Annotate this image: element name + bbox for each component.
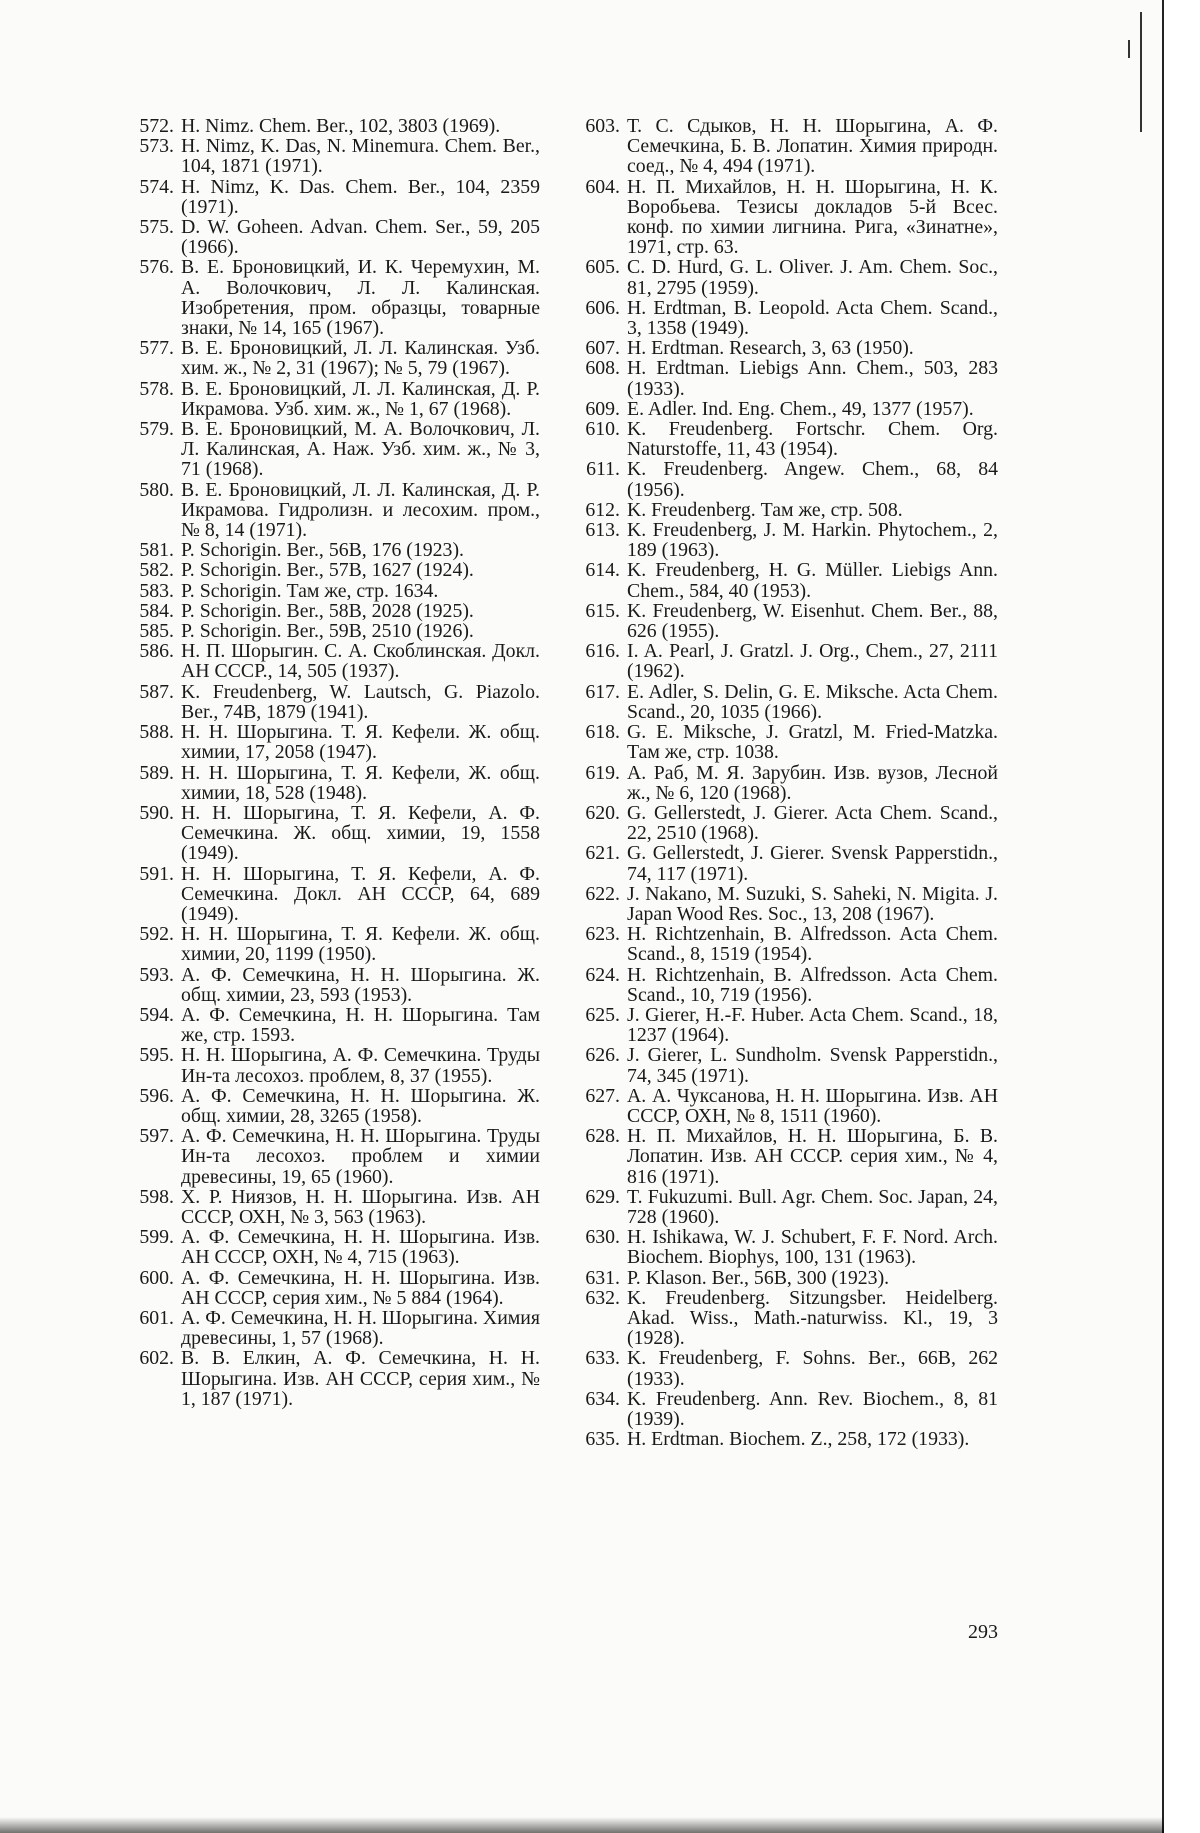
reference-entry bbox=[558, 763, 998, 803]
reference-entry bbox=[558, 843, 998, 883]
reference-text: K. Freudenberg. Там же, стр. 508. bbox=[627, 498, 903, 521]
reference-text: T. Fukuzumi. Bull. Agr. Chem. Soc. Japan, 24, 728 (1960). bbox=[627, 1185, 998, 1228]
reference-number: 629. bbox=[585, 1185, 620, 1208]
reference-number: 582. bbox=[139, 559, 174, 582]
reference-number: 607. bbox=[585, 337, 620, 360]
reference-number: 603. bbox=[585, 115, 620, 137]
reference-entry bbox=[112, 379, 540, 419]
reference-number: 585. bbox=[139, 620, 174, 643]
reference-number: 623. bbox=[585, 923, 620, 946]
reference-entry bbox=[112, 1187, 540, 1227]
reference-entry bbox=[112, 803, 540, 864]
reference-text: J. Gierer, L. Sundholm. Svensk Papperstidn., 74, 345 (1971). bbox=[627, 1044, 998, 1087]
reference-number: 631. bbox=[585, 1266, 620, 1289]
reference-number: 626. bbox=[585, 1044, 620, 1067]
reference-text: А. Ф. Семечкина, Н. Н. Шорыгина. Химия древесины, 1, 57 (1968). bbox=[181, 1306, 540, 1350]
reference-number: 588. bbox=[139, 721, 174, 744]
left-reference-column bbox=[112, 116, 540, 1409]
reference-entry bbox=[558, 560, 998, 600]
reference-number: 591. bbox=[139, 862, 174, 885]
reference-text: P. Schorigin. Ber., 58B, 2028 (1925). bbox=[181, 599, 474, 622]
reference-number: 604. bbox=[585, 175, 620, 198]
reference-entry bbox=[558, 1187, 998, 1227]
reference-entry bbox=[112, 1045, 540, 1085]
reference-number: 593. bbox=[139, 963, 174, 986]
reference-number: 597. bbox=[139, 1125, 174, 1148]
scan-mark bbox=[1140, 12, 1142, 132]
reference-entry bbox=[558, 419, 998, 459]
reference-text: K. Freudenberg. Sitzungsber. Heidelberg. Akad. Wiss., Math.-naturwiss. Kl., 19, 3 (1928). bbox=[627, 1286, 998, 1350]
reference-entry bbox=[112, 560, 540, 580]
reference-text: А. Ф. Семечкина, Н. Н. Шорыгина. Изв. АН СССР, ОХН, № 4, 715 (1963). bbox=[181, 1226, 540, 1269]
reference-entry bbox=[558, 722, 998, 762]
reference-number: 598. bbox=[139, 1185, 174, 1208]
reference-number: 633. bbox=[585, 1347, 620, 1370]
reference-text: Н. Н. Шорыгина. Т. Я. Кефели. Ж. общ. химии, 17, 2058 (1947). bbox=[181, 721, 540, 764]
reference-text: C. D. Hurd, G. L. Oliver. J. Am. Chem. Soc., 81, 2795 (1959). bbox=[627, 256, 998, 299]
reference-number: 601. bbox=[139, 1306, 174, 1329]
reference-number: 599. bbox=[139, 1226, 174, 1249]
reference-entry bbox=[558, 338, 998, 358]
reference-text: А. Ф. Семечкина, Н. Н. Шорыгина. Ж. общ. химии, 28, 3265 (1958). bbox=[181, 1084, 540, 1127]
reference-entry bbox=[558, 803, 998, 843]
reference-entry bbox=[112, 480, 540, 541]
reference-entry bbox=[112, 621, 540, 641]
reference-text: G. E. Miksche, J. Gratzl, M. Fried-Matzka. Там же, стр. 1038. bbox=[627, 721, 998, 764]
reference-number: 594. bbox=[139, 1003, 174, 1026]
reference-entry bbox=[558, 1005, 998, 1045]
reference-number: 622. bbox=[585, 882, 620, 905]
reference-entry bbox=[558, 965, 998, 1005]
reference-text: G. Gellerstedt, J. Gierer. Acta Chem. Scand., 22, 2510 (1968). bbox=[627, 801, 998, 845]
reference-number: 586. bbox=[139, 640, 174, 663]
reference-text: K. Freudenberg, J. M. Harkin. Phytochem., 2, 189 (1963). bbox=[627, 519, 998, 562]
reference-number: 609. bbox=[585, 397, 620, 420]
reference-number: 619. bbox=[585, 761, 620, 784]
reference-text: H. Erdtman. Liebigs Ann. Chem., 503, 283 (1933). bbox=[627, 357, 998, 400]
reference-number: 577. bbox=[139, 337, 174, 360]
reference-number: 635. bbox=[585, 1428, 620, 1451]
reference-number: 578. bbox=[139, 377, 174, 400]
reference-entry bbox=[558, 177, 998, 258]
reference-number: 617. bbox=[585, 680, 620, 703]
reference-entry bbox=[112, 136, 540, 176]
reference-entry bbox=[112, 217, 540, 257]
reference-text: А. А. Чуксанова, Н. Н. Шорыгина. Изв. АН СССР, ОХН, № 8, 1511 (1960). bbox=[627, 1084, 998, 1127]
reference-number: 634. bbox=[585, 1387, 620, 1410]
reference-entry bbox=[112, 763, 540, 803]
reference-text: Н. Н. Шорыгина, Т. Я. Кефели, А. Ф. Семечкина. Ж. общ. химии, 19, 1558 (1949). bbox=[181, 801, 540, 865]
reference-entry bbox=[112, 1227, 540, 1267]
reference-entry bbox=[558, 682, 998, 722]
reference-number: 610. bbox=[585, 418, 620, 441]
reference-entry bbox=[112, 338, 540, 378]
reference-text: H. Nimz, K. Das. Chem. Ber., 104, 2359 (1971). bbox=[181, 175, 540, 218]
reference-entry bbox=[558, 1288, 998, 1349]
reference-number: 595. bbox=[139, 1044, 174, 1067]
reference-entry bbox=[112, 1126, 540, 1187]
reference-number: 632. bbox=[585, 1286, 620, 1309]
reference-text: В. Е. Броновицкий, Л. Л. Калинская, Д. Р. Икрамова. Гидролизн. и лесохим. пром., № 8, 14 (1971). bbox=[181, 478, 540, 542]
reference-entry bbox=[558, 298, 998, 338]
scan-page-edge bbox=[1162, 0, 1200, 1833]
reference-text: D. W. Goheen. Advan. Chem. Ser., 59, 205 (1966). bbox=[181, 216, 540, 259]
reference-number: 587. bbox=[139, 680, 174, 703]
reference-entry bbox=[112, 419, 540, 480]
reference-text: А. Ф. Семечкина, Н. Н. Шорыгина. Там же, стр. 1593. bbox=[181, 1003, 540, 1047]
reference-number: 620. bbox=[585, 801, 620, 824]
reference-text: Т. С. Сдыков, Н. Н. Шорыгина, А. Ф. Семечкина, Б. В. Лопатин. Химия природн. соед., № 4, 494 (1971). bbox=[627, 115, 998, 178]
reference-number: 611. bbox=[586, 458, 620, 481]
reference-entry bbox=[558, 601, 998, 641]
reference-text: P. Schorigin. Там же, стр. 1634. bbox=[181, 579, 439, 602]
reference-entry bbox=[112, 1086, 540, 1126]
reference-text: Н. Н. Шорыгина, Т. Я. Кефели. Ж. общ. химии, 20, 1199 (1950). bbox=[181, 923, 540, 966]
reference-entry bbox=[558, 1429, 998, 1449]
reference-text: Н. П. Михайлов, Н. Н. Шорыгина, Н. К. Воробьева. Тезисы докладов 5-й Всес. конф. по химии лигнина. Рига, «Зинатне», 1971, стр. 63. bbox=[627, 175, 998, 259]
reference-entry bbox=[558, 1348, 998, 1388]
reference-text: K. Freudenberg. Fortschr. Chem. Org. Naturstoffe, 11, 43 (1954). bbox=[627, 418, 998, 461]
reference-text: Н. Н. Шорыгина, А. Ф. Семечкина. Труды Ин-та лесохоз. проблем, 8, 37 (1955). bbox=[181, 1044, 540, 1087]
reference-entry bbox=[558, 358, 998, 398]
reference-number: 616. bbox=[585, 640, 620, 663]
reference-text: H. Erdtman. Research, 3, 63 (1950). bbox=[627, 337, 914, 360]
reference-number: 615. bbox=[585, 599, 620, 622]
reference-text: А. Ф. Семечкина, Н. Н. Шорыгина. Труды Ин-та лесохоз. проблем и химии древесины, 19, 65 (1960). bbox=[181, 1125, 540, 1188]
reference-text: J. Nakano, M. Suzuki, S. Saheki, N. Migita. J. Japan Wood Res. Soc., 13, 208 (1967). bbox=[627, 882, 998, 925]
reference-text: В. Е. Броновицкий, М. А. Волочкович, Л. Л. Калинская, А. Наж. Узб. хим. ж., № 3, 71 (1968). bbox=[181, 418, 540, 481]
reference-number: 580. bbox=[139, 478, 174, 501]
reference-number: 614. bbox=[585, 559, 620, 582]
reference-number: 572. bbox=[139, 115, 174, 137]
reference-number: 612. bbox=[585, 498, 620, 521]
scan-mark bbox=[1128, 40, 1130, 58]
reference-entry bbox=[558, 1045, 998, 1085]
reference-entry bbox=[558, 1389, 998, 1429]
reference-text: E. Adler, S. Delin, G. E. Miksche. Acta Chem. Scand., 20, 1035 (1966). bbox=[627, 680, 998, 723]
reference-entry bbox=[112, 722, 540, 762]
reference-entry bbox=[558, 1086, 998, 1126]
reference-number: 583. bbox=[139, 579, 174, 602]
reference-number: 592. bbox=[139, 923, 174, 946]
reference-number: 618. bbox=[585, 721, 620, 744]
reference-text: P. Klason. Ber., 56B, 300 (1923). bbox=[627, 1266, 890, 1289]
reference-text: H. Richtzenhain, B. Alfredsson. Acta Chem. Scand., 8, 1519 (1954). bbox=[627, 923, 998, 966]
reference-entry bbox=[112, 1348, 540, 1409]
reference-text: P. Schorigin. Ber., 57B, 1627 (1924). bbox=[181, 559, 474, 582]
reference-entry bbox=[558, 116, 998, 177]
reference-text: Х. Р. Ниязов, Н. Н. Шорыгина. Изв. АН СССР, ОХН, № 3, 563 (1963). bbox=[181, 1185, 540, 1228]
reference-number: 627. bbox=[585, 1084, 620, 1107]
reference-number: 621. bbox=[585, 842, 620, 865]
reference-text: А. Ф. Семечкина, Н. Н. Шорыгина. Изв. АН СССР, серия хим., № 5 884 (1964). bbox=[181, 1266, 540, 1309]
reference-text: K. Freudenberg, H. G. Müller. Liebigs Ann. Chem., 584, 40 (1953). bbox=[627, 559, 998, 602]
reference-text: Н. П. Шорыгин. С. А. Скоблинская. Докл. АН СССР., 14, 505 (1937). bbox=[181, 640, 540, 683]
reference-text: H. Erdtman. Biochem. Z., 258, 172 (1933). bbox=[627, 1428, 970, 1451]
reference-number: 590. bbox=[139, 801, 174, 824]
reference-number: 602. bbox=[139, 1347, 174, 1370]
reference-number: 625. bbox=[585, 1003, 620, 1026]
reference-number: 606. bbox=[585, 296, 620, 319]
reference-entry bbox=[112, 116, 540, 136]
reference-number: 574. bbox=[139, 175, 174, 198]
reference-entry bbox=[112, 1308, 540, 1348]
reference-entry bbox=[558, 1268, 998, 1288]
reference-number: 608. bbox=[585, 357, 620, 380]
reference-number: 600. bbox=[139, 1266, 174, 1289]
reference-text: В. В. Елкин, А. Ф. Семечкина, Н. Н. Шорыгина. Изв. АН СССР, серия хим., № 1, 187 (1971). bbox=[181, 1347, 540, 1410]
reference-number: 596. bbox=[139, 1084, 174, 1107]
reference-entry bbox=[112, 1005, 540, 1045]
reference-text: А. Ф. Семечкина, Н. Н. Шорыгина. Ж. общ. химии, 23, 593 (1953). bbox=[181, 963, 540, 1006]
reference-text: Н. Н. Шорыгина, Т. Я. Кефели, А. Ф. Семечкина. Докл. АН СССР, 64, 689 (1949). bbox=[181, 862, 540, 925]
reference-entry bbox=[558, 641, 998, 681]
reference-text: В. Е. Броновицкий, Л. Л. Калинская. Узб. хим. ж., № 2, 31 (1967); № 5, 79 (1967). bbox=[181, 337, 540, 380]
scan-bottom-edge bbox=[0, 1817, 1164, 1833]
reference-text: H. Erdtman, B. Leopold. Acta Chem. Scand., 3, 1358 (1949). bbox=[627, 296, 998, 340]
page-number: 293 bbox=[968, 1621, 998, 1643]
reference-entry bbox=[558, 520, 998, 560]
reference-text: А. Раб, М. Я. Зарубин. Изв. вузов, Лесной ж., № 6, 120 (1968). bbox=[627, 761, 998, 804]
reference-text: J. Gierer, H.-F. Huber. Acta Chem. Scand., 18, 1237 (1964). bbox=[627, 1003, 998, 1047]
reference-text: H. Nimz. Chem. Ber., 102, 3803 (1969). bbox=[181, 115, 501, 137]
reference-entry bbox=[558, 1227, 998, 1267]
reference-entry bbox=[558, 884, 998, 924]
reference-entry bbox=[558, 1126, 998, 1187]
reference-text: В. Е. Броновицкий, И. К. Черемухин, М. А. Волочкович, Л. Л. Калинская. Изобретения, пром. образцы, товарные знаки, № 14, 165 (1967). bbox=[181, 256, 540, 340]
reference-text: Н. Н. Шорыгина, Т. Я. Кефели, Ж. общ. химии, 18, 528 (1948). bbox=[181, 761, 540, 804]
reference-entry bbox=[558, 399, 998, 419]
reference-entry bbox=[112, 540, 540, 560]
reference-text: H. Richtzenhain, B. Alfredsson. Acta Chem. Scand., 10, 719 (1956). bbox=[627, 963, 998, 1006]
reference-number: 624. bbox=[585, 963, 620, 986]
reference-number: 613. bbox=[585, 519, 620, 542]
reference-entry bbox=[112, 601, 540, 621]
reference-entry bbox=[112, 924, 540, 964]
reference-text: E. Adler. Ind. Eng. Chem., 49, 1377 (1957). bbox=[627, 397, 974, 420]
reference-entry bbox=[112, 1268, 540, 1308]
reference-number: 573. bbox=[139, 135, 174, 158]
reference-text: В. Е. Броновицкий, Л. Л. Калинская, Д. Р. Икрамова. Узб. хим. ж., № 1, 67 (1968). bbox=[181, 377, 540, 420]
reference-entry bbox=[112, 682, 540, 722]
reference-number: 605. bbox=[585, 256, 620, 279]
reference-entry bbox=[112, 581, 540, 601]
reference-number: 579. bbox=[139, 418, 174, 441]
reference-number: 589. bbox=[139, 761, 174, 784]
right-reference-column bbox=[558, 116, 998, 1449]
reference-entry bbox=[558, 257, 998, 297]
reference-text: K. Freudenberg, W. Lautsch, G. Piazolo. Ber., 74B, 1879 (1941). bbox=[181, 680, 540, 723]
reference-text: P. Schorigin. Ber., 59B, 2510 (1926). bbox=[181, 620, 474, 643]
reference-text: G. Gellerstedt, J. Gierer. Svensk Papperstidn., 74, 117 (1971). bbox=[627, 842, 998, 885]
reference-entry bbox=[112, 965, 540, 1005]
reference-number: 584. bbox=[139, 599, 174, 622]
reference-text: K. Freudenberg, F. Sohns. Ber., 66B, 262 (1933). bbox=[627, 1347, 998, 1390]
reference-text: Н. П. Михайлов, Н. Н. Шорыгина, Б. В. Лопатин. Изв. АН СССР. серия хим., № 4, 816 (1971). bbox=[627, 1125, 998, 1188]
reference-entry bbox=[112, 177, 540, 217]
reference-number: 630. bbox=[585, 1226, 620, 1249]
reference-text: K. Freudenberg. Ann. Rev. Biochem., 8, 81 (1939). bbox=[627, 1387, 998, 1430]
reference-text: K. Freudenberg. Angew. Chem., 68, 84 (1956). bbox=[627, 458, 998, 501]
reference-entry bbox=[112, 257, 540, 338]
reference-entry bbox=[112, 641, 540, 681]
reference-text: I. A. Pearl, J. Gratzl. J. Org., Chem., 27, 2111 (1962). bbox=[627, 640, 998, 683]
reference-number: 581. bbox=[139, 539, 174, 562]
reference-entry bbox=[558, 924, 998, 964]
reference-text: K. Freudenberg, W. Eisenhut. Chem. Ber., 88, 626 (1955). bbox=[627, 599, 998, 643]
reference-text: H. Nimz, K. Das, N. Minemura. Chem. Ber., 104, 1871 (1971). bbox=[181, 135, 540, 178]
reference-entry bbox=[558, 500, 998, 520]
reference-entry bbox=[558, 459, 998, 499]
reference-text: P. Schorigin. Ber., 56B, 176 (1923). bbox=[181, 539, 464, 562]
reference-number: 575. bbox=[139, 216, 174, 239]
reference-number: 628. bbox=[585, 1125, 620, 1148]
reference-number: 576. bbox=[139, 256, 174, 279]
reference-text: H. Ishikawa, W. J. Schubert, F. F. Nord. Arch. Biochem. Biophys, 100, 131 (1963). bbox=[627, 1226, 998, 1269]
reference-entry bbox=[112, 864, 540, 925]
